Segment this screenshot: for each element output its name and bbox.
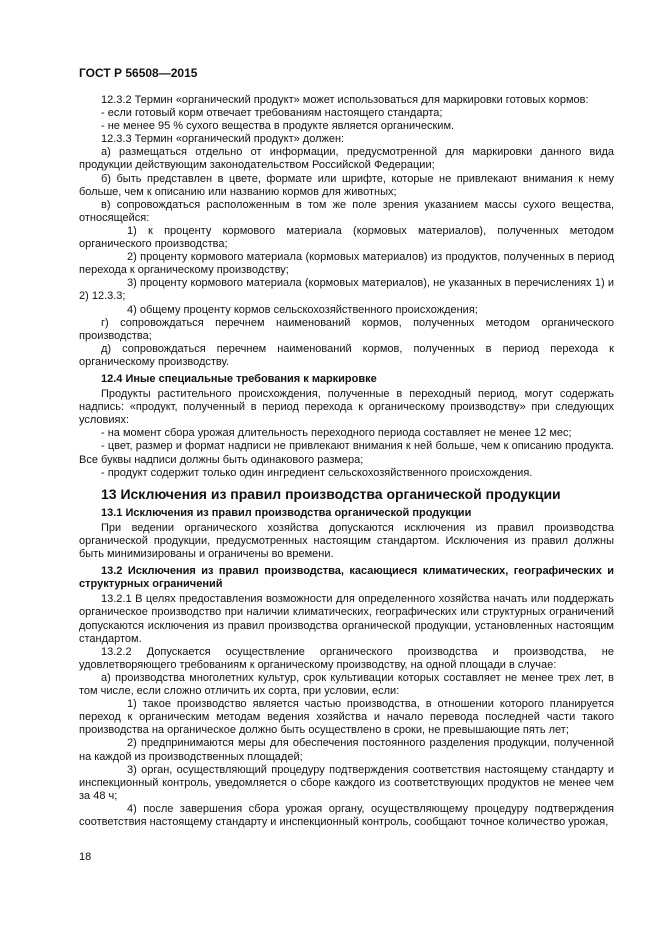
list-item: 1) к проценту кормового материала (кормовых материалов), полученных методом органического производства; <box>79 224 614 251</box>
list-item: 3) проценту кормового материала (кормовых материалов), не указанных в перечислениях 1) и 2) 12.3.3; <box>79 277 614 303</box>
list-item: - не менее 95 % сухого вещества в продукте является органическим. <box>101 120 455 133</box>
paragraph: При ведении органического хозяйства допускаются исключения из правил производства органической продукции, предусмотренных настоящим стандартом. Исключения из правил должны быть минимизированы и ограничены во времени. <box>79 521 614 561</box>
subsection-heading: 12.4 Иные специальные требования к маркировке <box>101 372 377 385</box>
list-item: б) быть представлен в цвете, формате или шрифте, которые не привлекают внимания к нему больше, чем к описанию или названию кормов для животных; <box>79 172 614 198</box>
subsection-heading: 13.2 Исключения из правил производства, касающиеся климатических, географических и структурных ограничений <box>79 565 614 591</box>
paragraph: 12.3.3 Термин «органический продукт» должен: <box>101 133 345 146</box>
list-item: а) производства многолетних культур, срок культивации которых составляет не менее трех лет, в том числе, если сложно отличить их сорта, при условии, если: <box>79 671 614 698</box>
list-item: 2) проценту кормового материала (кормовых материалов) из продуктов, полученных в период перехода к органическому производству; <box>79 251 614 277</box>
subsection-heading: 13.1 Исключения из правил производства органической продукции <box>101 506 472 519</box>
page-number: 18 <box>79 851 92 863</box>
document-body <box>79 94 614 829</box>
list-item: - если готовый корм отвечает требованиям настоящего стандарта; <box>101 107 443 120</box>
section-heading: 13 Исключения из правил производства органической продукции <box>101 485 561 502</box>
list-item: 1) такое производство является частью производства, в отношении которого планируется переход к органическим методам ведения хозяйства и начало перевода последней части такого производства на органическое должно быть осуществлено в сроки, не превышающие пять лет; <box>79 698 614 737</box>
paragraph: Продукты растительного происхождения, полученные в переходный период, могут содержать надпись: «продукт, полученный в период перехода к органическому производству» при следующих условиях: <box>79 388 614 427</box>
list-item: 4) после завершения сбора урожая органу, осуществляющему процедуру подтверждения соответствия настоящему стандарту и инспекционный контроль, сообщают точное количество урожая, <box>79 802 614 828</box>
paragraph: 13.2.2 Допускается осуществление органического производства и производства, не удовлетворяющего требованиям к органическому производству, на одной площади в случае: <box>79 645 614 671</box>
list-item: а) размещаться отдельно от информации, предусмотренной для маркировки данного вида продукции действующим законодательством Российской Федерации; <box>79 146 614 172</box>
list-item: г) сопровождаться перечнем наименований кормов, полученных методом органического производства; <box>79 316 614 342</box>
paragraph: 12.3.2 Термин «органический продукт» может использоваться для маркировки готовых кормов: <box>101 94 589 106</box>
list-item: 3) орган, осуществляющий процедуру подтверждения соответствия настоящему стандарту и инспекционный контроль, уведомляется о сборе каждого из соответствующих продуктов не менее чем за 48 ч; <box>79 763 614 802</box>
document-header: ГОСТ Р 56508—2015 <box>79 66 198 80</box>
list-item: 4) общему проценту кормов сельскохозяйственного происхождения; <box>127 303 478 316</box>
list-item: 2) предпринимаются меры для обеспечения постоянного разделения продукции, полученной на каждой из производственных площадей; <box>79 737 614 763</box>
list-item: - цвет, размер и формат надписи не привлекают внимания к ней больше, чем к описанию продукта. Все буквы надписи должны быть одинакового размера; <box>79 440 614 466</box>
list-item: в) сопровождаться расположенным в том же поле зрения указанием массы сухого вещества, относящейся: <box>79 198 614 224</box>
list-item: - на момент сбора урожая длительность переходного периода составляет не менее 12 мес; <box>101 427 572 440</box>
list-item: - продукт содержит только один ингредиент сельскохозяйственного происхождения. <box>101 466 533 479</box>
paragraph: 13.2.1 В целях предоставления возможности для определенного хозяйства начать или поддержать органическое производство при наличии климатических, географических или структурных ограничений допускаются исключения из правил производства органической продукции, установленных настоящим стандартом. <box>79 593 614 645</box>
list-item: д) сопровождаться перечнем наименований кормов, полученных в период перехода к органическому производству. <box>79 342 614 368</box>
